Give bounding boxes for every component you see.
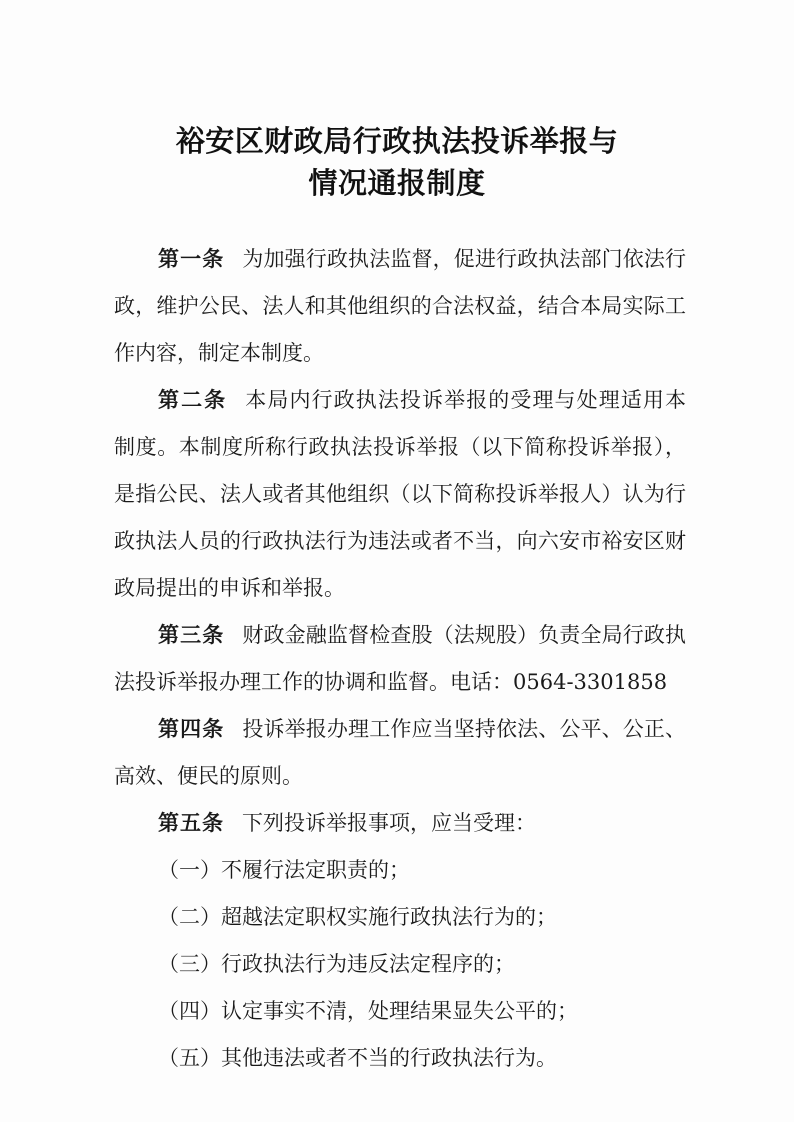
list-item: （一）不履行法定职责的；	[158, 858, 410, 882]
article-5-text-1: 下列投诉举报事项，应当受理：	[242, 811, 536, 835]
article-3-label: 第三条	[158, 623, 225, 647]
article-1-line-1	[158, 243, 686, 275]
list-item: （二）超越法定职权实施行政执法行为的；	[158, 905, 557, 929]
document-title-line-1: 裕安区财政局行政执法投诉举报与	[175, 124, 619, 158]
article-5-line-1	[158, 807, 686, 839]
article-2-text-1: 本局内行政执法投诉举报的受理与处理适用本	[245, 388, 687, 412]
document-title-line-2: 情况通报制度	[308, 166, 486, 200]
article-4-label: 第四条	[158, 717, 225, 741]
article-3-text-1: 财政金融监督检查股（法规股）负责全局行政执	[242, 623, 687, 647]
article-4-text-1: 投诉举报办理工作应当坚持依法、公平、公正、	[242, 717, 687, 741]
article-2-line-5: 政局提出的申诉和举报。	[114, 576, 345, 600]
article-1-line-3: 作内容，制定本制度。	[114, 341, 324, 365]
article-4-line-2: 高效、便民的原则。	[114, 764, 303, 788]
article-2-line-2: 制度。本制度所称行政执法投诉举报（以下简称投诉举报），	[114, 435, 686, 459]
list-item: （三）行政执法行为违反法定程序的；	[158, 952, 515, 976]
article-1-label: 第一条	[158, 247, 225, 271]
article-1-text-1: 为加强行政执法监督，促进行政执法部门依法行	[242, 247, 687, 271]
article-2-label: 第二条	[158, 388, 228, 412]
article-3-line-1	[158, 619, 686, 651]
article-4-line-1	[158, 713, 686, 745]
article-2-line-4: 政执法人员的行政执法行为违法或者不当，向六安市裕安区财	[114, 529, 686, 553]
article-1-line-2: 政，维护公民、法人和其他组织的合法权益，结合本局实际工	[114, 294, 686, 318]
list-item: （四）认定事实不清，处理结果显失公平的；	[158, 999, 578, 1023]
article-2-line-1	[158, 384, 686, 416]
article-5-label: 第五条	[158, 811, 224, 835]
article-3-line-2: 法投诉举报办理工作的协调和监督。电话：0564-3301858	[114, 670, 668, 694]
article-2-line-3: 是指公民、法人或者其他组织（以下简称投诉举报人）认为行	[114, 482, 686, 506]
list-item: （五）其他违法或者不当的行政执法行为。	[158, 1046, 557, 1070]
